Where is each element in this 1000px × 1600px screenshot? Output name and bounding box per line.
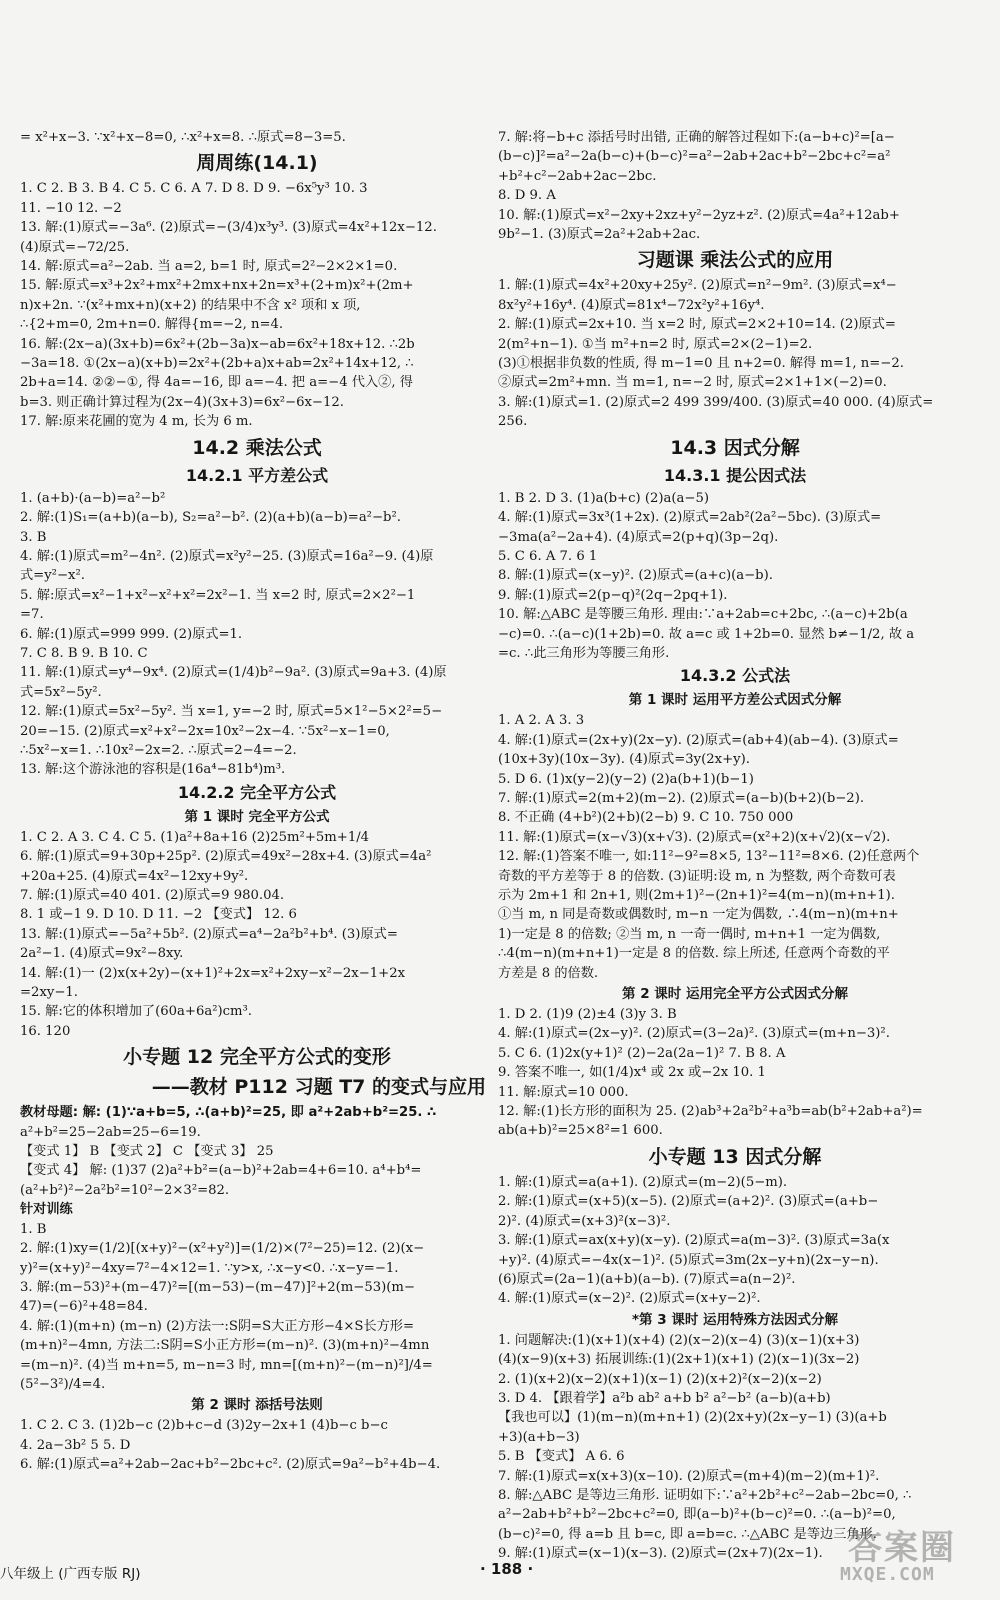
answer-line: 1. 问题解决:(1)(x+1)(x+4) (2)(x−2)(x−4) (3)(x−1)(x+3) — [498, 1332, 860, 1348]
answer-line: 7. 解:将−b+c 添括号时出错, 正确的解答过程如下:(a−b+c)²=[a− — [498, 130, 895, 145]
answer-line: 1. 解:(1)原式=4x²+20xy+25y². (2)原式=n²−9m². (3)原式=x⁴− — [498, 278, 897, 294]
answer-line: 11. 解:(1)原式=(x−√3)(x+√3). (2)原式=(x²+2)(x+√2)(x−√2). — [498, 829, 891, 845]
answer-line: 2b+a=14. ②②−①, 得 4a=−16, 即 a=−4. 把 a=−4 代入②, 得 — [20, 375, 413, 391]
answer-line: 式=5x²−5y². — [20, 684, 102, 700]
page-number: · 188 · — [480, 1560, 534, 1578]
answer-line: (3)①根据非负数的性质, 得 m−1=0 且 n+2=0. 解得 m=1, n=−2. — [498, 356, 904, 372]
answer-line: 7. 解:(1)原式=2(m+2)(m−2). (2)原式=(a−b)(b+2)(b−2). — [498, 790, 865, 806]
answer-line: 11. 解:原式=10 000. — [498, 1084, 629, 1100]
answer-line: 1. 解:(1)原式=a(a+1). (2)原式=(m−2)(5−m). — [498, 1174, 788, 1190]
answer-line: ∴4(m−n)(m+n+1)一定是 8 的倍数. 综上所述, 任意两个奇数的平 — [498, 946, 890, 962]
answer-line: −3a=18. ①(2x−a)(x+b)=2x²+(2b+a)x+ab=2x²+14x+12, ∴ — [20, 356, 414, 372]
answer-line: 1. C 2. C 3. (1)2b−c (2)b+c−d (3)2y−2x+1 (4)b−c b−c — [20, 1418, 388, 1434]
answer-line: 1. (a+b)·(a−b)=a²−b² — [20, 490, 166, 506]
answer-line: 16. 解:(2x−a)(3x+b)=6x²+(2b−3a)x−ab=6x²+18x+12. ∴2b — [20, 336, 415, 352]
answer-line: 2)². (4)原式=(x+3)²(x−3)². — [498, 1213, 671, 1229]
answer-line: 1. D 2. (1)9 (2)±4 (3)y 3. B — [498, 1007, 677, 1023]
answer-line: 12. 解:(1)原式=5x²−5y². 当 x=1, y=−2 时, 原式=5×1²−5×2²=5− — [20, 704, 443, 720]
watermark-logo — [834, 1520, 982, 1590]
answer-line: 4. 解:(1)原式=(2x+y)(2x−y). (2)原式=(ab+4)(ab−4). (3)原式= — [498, 732, 899, 748]
answer-line: 6. 解:(1)原式=9+30p+25p². (2)原式=49x²−28x+4. (3)原式=4a² — [20, 849, 432, 865]
answer-line: 12. 解:(1)长方形的面积为 25. (2)ab³+2a²b²+a³b=ab(b²+2ab+a²)= — [498, 1104, 923, 1120]
answer-line: ②原式=2m²+mn. 当 m=1, n=−2 时, 原式=2×1+1×(−2)=0. — [498, 375, 887, 391]
answer-line: 9. 解:(1)原式=2(p−q)²(2q−2pq+1). — [498, 587, 728, 603]
section-heading: 小专题 13 因式分解 — [648, 1145, 822, 1168]
subsection-heading: 14.2.2 完全平方公式 — [177, 782, 337, 802]
lesson-heading: 第 1 课时 完全平方公式 — [184, 808, 330, 825]
answer-line: 方差是 8 的倍数. — [498, 965, 599, 981]
answer-line: 7. 解:(1)原式=x(x+3)(x−10). (2)原式=(m+4)(m−2)(m+1)². — [498, 1468, 880, 1484]
answer-line: 13. 解:(1)原式=−3a⁶. (2)原式=−(3/4)x³y³. (3)原式=4x²+12x−12. — [20, 220, 437, 236]
answer-line: 【我也可以】(1)(m−n)(m+n+1) (2)(2x+y)(2x−y−1) (3)(a+b — [498, 1410, 887, 1426]
lesson-heading: 第 2 课时 运用完全平方公式因式分解 — [622, 986, 848, 1003]
answer-line-bold: 教材母题: 解: (1)∵a+b=5, ∴(a+b)²=25, 即 a²+2ab+b²=25. ∴ — [20, 1105, 437, 1121]
answer-line: 4. 解:(1)原式=(x−2)². (2)原式=(x+y−2)². — [498, 1291, 761, 1307]
answer-line: 3. B — [20, 529, 47, 545]
answer-line: 2. 解:(1)S₁=(a+b)(a−b), S₂=a²−b². (2)(a+b)(a−b)=a²−b². — [20, 510, 401, 526]
answer-line: 15. 解:它的体积增加了(60a+6a²)cm³. — [20, 1004, 252, 1020]
answer-line: 1. C 2. A 3. C 4. C 5. (1)a²+8a+16 (2)25m²+5m+1/4 — [20, 829, 370, 845]
answer-line: 【变式 4】 解: (1)37 (2)a²+b²=(a−b)²+2ab=4+6=10. a⁴+b⁴= — [20, 1163, 422, 1179]
answer-line: 2. (1)(x+2)(x−2)(x+1)(x−1) (2)(x+2)²(x−2)(x−2) — [498, 1371, 822, 1387]
answer-line: 8. 1 或−1 9. D 10. D 11. −2 【变式】 12. 6 — [20, 907, 297, 923]
answer-line: b=3. 则正确计算过程为(2x−4)(3x+3)=6x²−6x−12. — [20, 394, 344, 410]
answer-line: 14. 解:(1)一 (2)x(x+2y)−(x+1)²+2x=x²+2xy−x²−2x−1+2x — [20, 965, 406, 981]
answer-line: 【变式 1】 B 【变式 2】 C 【变式 3】 25 — [20, 1144, 274, 1160]
answer-line: 10. 解:(1)原式=x²−2xy+2xz+y²−2yz+z². (2)原式=4a²+12ab+ — [498, 207, 900, 223]
answer-line: 17. 解:原来花圃的宽为 4 m, 长为 6 m. — [20, 414, 253, 430]
answer-line: ∴5x²−x=1. ∴10x²−2x=2. ∴原式=2−4=−2. — [20, 742, 297, 758]
answer-line: (b−c)]²=a²−2a(b−c)+(b−c)²=a²−2ab+2ac+b²−2bc+c²=a² — [498, 149, 891, 165]
answer-line: 7. 解:(1)原式=40 401. (2)原式=9 980.04. — [20, 888, 285, 903]
answer-line: 5. D 6. (1)x(y−2)(y−2) (2)a(b+1)(b−1) — [498, 771, 754, 787]
answer-line: 5. C 6. A 7. 6 1 — [498, 548, 598, 564]
answer-line: n)x+2n. ∵(x²+mx+n)(x+2) 的结果中不含 x² 项和 x 项, — [20, 297, 361, 313]
answer-line: =c. ∴此三角形为等腰三角形. — [498, 645, 670, 661]
section-heading: 14.3 因式分解 — [670, 436, 800, 459]
subsection-heading: 14.3.2 公式法 — [679, 666, 791, 686]
answer-line: ∴{2+m=0, 2m+n=0. 解得{m=−2, n=4. — [20, 317, 284, 333]
answer-line: 1. B — [20, 1221, 47, 1237]
answer-line: 14. 解:原式=a²−2ab. 当 a=2, b=1 时, 原式=2²−2×2×1=0. — [20, 259, 398, 275]
answer-line: 11. −10 12. −2 — [20, 200, 122, 216]
answer-line: 8. 解:(1)原式=(x−y)². (2)原式=(a+c)(a−b). — [498, 568, 773, 584]
lesson-heading: 第 2 课时 添括号法则 — [191, 1397, 323, 1414]
answer-line: 7. C 8. B 9. B 10. C — [20, 645, 148, 661]
section-subheading: ——教材 P112 习题 T7 的变式与应用 — [151, 1076, 486, 1099]
answer-line: 8. 不正确 (4+b²)(2+b)(2−b) 9. C 10. 750 000 — [498, 810, 794, 826]
answer-line: 11. 解:(1)原式=y⁴−9x⁴. (2)原式=(1/4)b²−9a². (3)原式=9a+3. (4)原 — [20, 665, 447, 681]
answer-line: y)²=(x+y)²−4xy=7²−4×12=1. ∵y>x, ∴x−y<0. ∴x−y=−1. — [20, 1260, 399, 1276]
answer-line: 9. 答案不唯一, 如(1/4)x⁴ 或 2x 或−2x 10. 1 — [498, 1065, 766, 1081]
answer-line: 3. 解:(1)原式=ax(x+y)(x−y). (2)原式=a(m−3)². (3)原式=3a(x — [498, 1233, 890, 1249]
answer-line: (b−c)²=0, 得 a=b 且 b=c, 即 a=b=c. ∴△ABC 是等边三角形. — [498, 1526, 877, 1542]
answer-line: 4. 解:(1)(m+n) (m−n) (2)方法一:S阴=S大正方形−4×S长方形= — [20, 1318, 415, 1334]
left-column — [20, 128, 494, 1475]
answer-line: 1. C 2. B 3. B 4. C 5. C 6. A 7. D 8. D 9. −6x⁵y³ 10. 3 — [20, 181, 368, 197]
answer-line: (4)原式=−72/25. — [20, 239, 130, 255]
answer-line: 4. 2a−3b² 5 5. D — [20, 1437, 131, 1453]
answer-line: (6)原式=(2a−1)(a+b)(a−b). (7)原式=a(n−2)². — [498, 1271, 796, 1287]
answer-line: ab(a+b)²=25×8²=1 600. — [498, 1123, 663, 1139]
answer-line: +b²+c²−2ab+2ac−2bc. — [498, 168, 657, 184]
answer-line: 12. 解:(1)答案不唯一, 如:11²−9²=8×5, 13²−11²=8×6. (2)任意两个 — [498, 849, 920, 865]
answer-line: 9. 解:(1)原式=(x−1)(x−3). (2)原式=(2x+7)(2x−1). — [498, 1546, 823, 1562]
answer-line: 15. 解:原式=x³+2x²+mx²+2mx+nx+2n=x³+(2+m)x²+(2m+ — [20, 278, 414, 294]
answer-line: ①当 m, n 同是奇数或偶数时, m−n 一定为偶数, ∴4(m−n)(m+n+ — [498, 907, 899, 923]
answer-line: +20a+25. (4)原式=4x²−12xy+9y². — [20, 868, 249, 884]
answer-line: 6. 解:(1)原式=999 999. (2)原式=1. — [20, 626, 243, 642]
answer-line: 1)一定是 8 的倍数; ②当 m, n 一奇一偶时, m+n+1 一定为偶数, — [498, 926, 881, 942]
answer-line: 1. B 2. D 3. (1)a(b+c) (2)a(a−5) — [498, 490, 710, 506]
answer-line-bold: 针对训练 — [20, 1202, 73, 1218]
answer-line: 3. D 4. 【跟着学】a²b ab² a+b b² a²−b² (a−b)(a+b) — [498, 1390, 831, 1406]
answer-line: 1. A 2. A 3. 3 — [498, 713, 585, 729]
answer-line: 256. — [498, 414, 528, 430]
answer-line: 10. 解:△ABC 是等腰三角形. 理由:∵a+2ab=c+2bc, ∴(a−c)+2b(a — [498, 607, 908, 623]
answer-line: 示为 2m+1 和 2n+1, 则(2m+1)²−(2n+1)²=4(m−n)(m+n+1). — [498, 888, 895, 903]
answer-line: 4. 解:(1)原式=3x³(1+2x). (2)原式=2ab²(2a²−5bc). (3)原式= — [498, 510, 882, 526]
answer-line: −c)=0. ∴(a−c)(1+2b)=0. 故 a=c 或 1+2b=0. 显然 b≠−1/2, 故 a — [498, 626, 915, 642]
answer-line: 13. 解:(1)原式=−5a²+5b². (2)原式=a⁴−2a²b²+b⁴. (3)原式= — [20, 926, 398, 942]
answer-line: 9b²−1. (3)原式=2a²+2ab+2ac. — [498, 227, 701, 243]
footer-grade-label: 八年级上 (广西专版 RJ) — [0, 1566, 141, 1582]
section-heading: 14.2 乘法公式 — [192, 436, 322, 459]
answer-line: 奇数的平方差等于 8 的倍数. (3)证明:设 m, n 为整数, 两个奇数可表 — [498, 868, 896, 884]
answer-line: (a²+b²)²−2a²b²=10²−2×3²=82. — [20, 1182, 230, 1198]
answer-line: 8. 解:△ABC 是等边三角形. 证明如下:∵a²+2b²+c²−2ab−2bc=0, ∴ — [498, 1487, 912, 1503]
answer-line: a²−2ab+b²+b²−2bc+c²=0, 即(a−b)²+(b−c)²=0. ∴(a−b)²=0, — [498, 1507, 896, 1523]
answer-line: (m+n)²−4mn, 方法二:S阴=S小正方形=(m−n)². (3)(m+n)²−4mn — [20, 1338, 430, 1354]
answer-line: 2. 解:(1)原式=(x+5)(x−5). (2)原式=(a+2)². (3)原式=(a+b− — [498, 1194, 879, 1210]
answer-line: 4. 解:(1)原式=(2x−y)². (2)原式=(3−2a)². (3)原式=(m+n−3)². — [498, 1026, 890, 1042]
answer-line: 5. B 【变式】 A 6. 6 — [498, 1449, 625, 1465]
lesson-heading: *第 3 课时 运用特殊方法因式分解 — [631, 1311, 839, 1328]
answer-line: 5. C 6. (1)2x(y+1)² (2)−2a(2a−1)² 7. B 8. A — [498, 1045, 786, 1061]
answer-line: = x²+x−3. ∵x²+x−8=0, ∴x²+x=8. ∴原式=8−3=5. — [20, 130, 346, 145]
answer-line: 5. 解:原式=x²−1+x²−x²+x²=2x²−1. 当 x=2 时, 原式=2×2²−1 — [20, 587, 416, 603]
answer-line: 4. 解:(1)原式=m²−4n². (2)原式=x²y²−25. (3)原式=16a²−9. (4)原 — [20, 548, 434, 564]
lesson-heading: 第 1 课时 运用平方差公式因式分解 — [628, 692, 842, 709]
answer-line: 2. 解:(1)xy=(1/2)[(x+y)²−(x²+y²)]=(1/2)×(7²−25)=12. (2)(x− — [20, 1241, 425, 1257]
answer-line: 13. 解:这个游泳池的容积是(16a⁴−81b⁴)m³. — [20, 762, 286, 778]
answer-line: (5²−3²)/4=4. — [20, 1376, 106, 1392]
answer-line: 8. D 9. A — [498, 188, 556, 204]
answer-line: =2xy−1. — [20, 985, 78, 1001]
answer-line: (4)(x−9)(x+3) 拓展训练:(1)(2x+1)(x+1) (2)(x−1)(3x−2) — [498, 1352, 860, 1368]
watermark-text-cn: 答案圈 — [848, 1528, 956, 1568]
answer-line: 2. 解:(1)原式=2x+10. 当 x=2 时, 原式=2×2+10=14. (2)原式= — [498, 317, 896, 333]
answer-line: 3. 解:(1)原式=1. (2)原式=2 499 399/400. (3)原式=40 000. (4)原式= — [498, 394, 934, 410]
subsection-heading: 14.2.1 平方差公式 — [185, 465, 329, 485]
subsection-heading: 14.3.1 提公因式法 — [663, 465, 807, 485]
answer-line: (10x+3y)(10x−3y). (4)原式=3y(2x+y). — [498, 752, 750, 768]
answer-line: 16. 120 — [20, 1023, 71, 1039]
answer-line: 3. 解:(m−53)²+(m−47)²=[(m−53)−(m−47)]²+2(m−53)(m− — [20, 1279, 415, 1295]
answer-line: +3)(a+b−3) — [498, 1429, 580, 1445]
watermark-text-en: MXQE.COM — [840, 1564, 935, 1585]
answer-line: +y)². (4)原式=−4x(x−1)². (5)原式=3m(2x−y+n)(2x−y−n). — [498, 1252, 879, 1268]
answer-line: 8x²y²+16y⁴. (4)原式=81x⁴−72x²y²+16y⁴. — [498, 297, 765, 313]
section-heading: 习题课 乘法公式的应用 — [636, 249, 834, 272]
right-column — [498, 128, 972, 1564]
answer-line: −3ma(a²−2a+4). (4)原式=2(p+q)(3p−2q). — [498, 529, 779, 545]
answer-line: 47)=(−6)²+48=84. — [20, 1299, 148, 1315]
answer-line: 6. 解:(1)原式=a²+2ab−2ac+b²−2bc+c². (2)原式=9a²−b²+4b−4. — [20, 1457, 441, 1473]
answer-line: a²+b²=25−2ab=25−6=19. — [20, 1124, 201, 1140]
answer-line: =(m−n)². (4)当 m+n=5, m−n=3 时, mn=[(m+n)²−(m−n)²]/4= — [20, 1357, 433, 1373]
answer-line: 20=−15. (2)原式=x²+x²−2x=10x²−2x−4. ∵5x²−x−1=0, — [20, 723, 390, 739]
section-heading: 周周练(14.1) — [196, 152, 318, 175]
answer-line: 2a²−1. (4)原式=9x²−8xy. — [20, 946, 184, 962]
answer-line: 2(m²+n−1). ①当 m²+n=2 时, 原式=2×(2−1)=2. — [498, 336, 813, 352]
answer-line: 式=y²−x². — [20, 568, 85, 584]
answer-line: =7. — [20, 607, 44, 623]
section-heading: 小专题 12 完全平方公式的变形 — [123, 1046, 391, 1069]
